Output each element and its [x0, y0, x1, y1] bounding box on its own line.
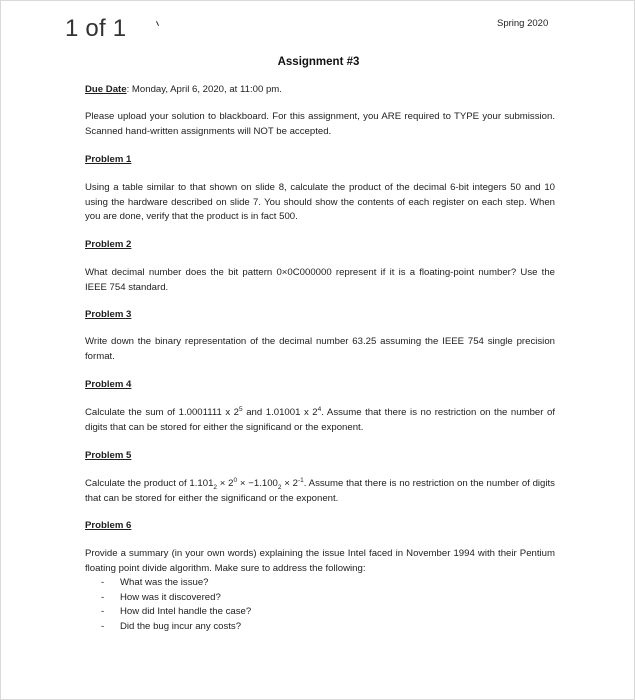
problem-2-heading: Problem 2	[85, 239, 132, 250]
due-date-line	[85, 83, 555, 98]
cursor-mark	[156, 21, 159, 26]
semester-label: Spring 2020	[497, 18, 549, 29]
problem-1-heading: Problem 1	[85, 154, 132, 165]
due-date-value: : Monday, April 6, 2020, at 11:00 pm.	[126, 84, 282, 95]
problem-6-bullets	[85, 576, 555, 634]
problem-6-text: Provide a summary (in your own words) explaining the issue Intel faced in November 1994 with their Pentium floating point divide algorithm. Make sure to address the following:	[85, 548, 555, 574]
page-counter: 1 of 1	[65, 15, 127, 42]
problem-5-heading: Problem 5	[85, 450, 132, 461]
problem-3-heading: Problem 3	[85, 309, 132, 320]
problem-4-heading: Problem 4	[85, 379, 132, 390]
problem-5-text: Calculate the product of $1.101_2 \times 2^0 \times -1.100_2 \times 2^{-1}$. Assume that there is no restriction on the number of digits that can be stored for either the significand or the exponent.	[85, 476, 555, 504]
list-item: - Did the bug incur any costs?	[85, 620, 555, 635]
problem-3-text: Write down the binary representation of the decimal number 63.25 assuming the IEEE 754 single precision format.	[85, 336, 555, 362]
list-item: - What was the issue?	[85, 576, 555, 591]
problem-6-heading: Problem 6	[85, 520, 132, 531]
intro-paragraph: Please upload your solution to blackboard. For this assignment, you ARE required to TYPE your submission. Scanned hand-written assignments will NOT be accepted.	[85, 111, 555, 137]
due-date-label: Due Date	[85, 84, 127, 95]
problem-1-text: Using a table similar to that shown on slide 8, calculate the product of the decimal 6-bit integers 50 and 10 using the hardware described on slide 7. You should show the contents of each register on each step. When you are done, verify that the product is in fact 500.	[85, 182, 555, 222]
list-item: - How did Intel handle the case?	[85, 605, 555, 620]
problem-2-text: What decimal number does the bit pattern 0×0C000000 represent if it is a floating-point number? Use the IEEE 754 standard.	[85, 267, 555, 293]
list-item: - How was it discovered?	[85, 591, 555, 606]
assignment-title: Assignment #3	[277, 56, 360, 68]
problem-4-text: Calculate the sum of 1.0001111 x $2^5$ and 1.01001 x $2^4$. Assume that there is no restriction on the number of digits that can be stored for either the significand or the exponent.	[85, 405, 555, 433]
